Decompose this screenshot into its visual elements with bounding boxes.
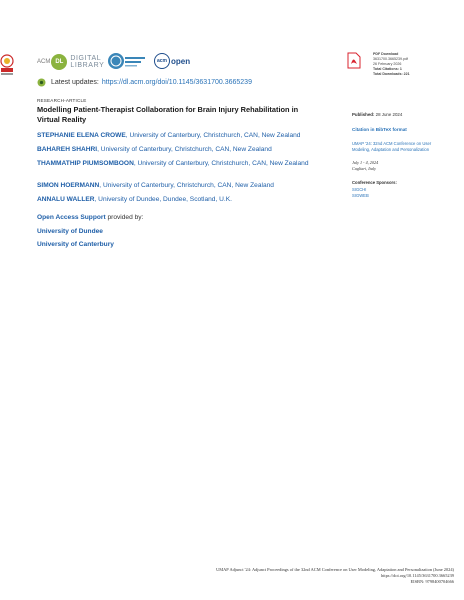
conference-sponsors-label: Conference Sponsors: [352, 180, 397, 185]
dl-badge-icon: DL [51, 54, 67, 70]
acm-digital-library-logo[interactable] [37, 52, 104, 72]
eisbn: EISBN: 9798400704666 [410, 579, 454, 585]
conference-location: Cagliari, Italy [352, 165, 376, 171]
sponsor-link[interactable]: SIGWEB [352, 193, 369, 198]
side-badge-icon [0, 53, 18, 81]
doi-link[interactable]: https://dl.acm.org/doi/10.1145/3631700.3665239 [101, 79, 252, 86]
published-value: 28 June 2024 [374, 112, 403, 117]
dl-logo-text: DIGITAL LIBRARY [70, 55, 105, 69]
institution-link[interactable]: University of Dundee [37, 228, 103, 235]
author-affiliation: , University of Canterbury, Christchurch, CAN, New Zealand [99, 182, 274, 189]
published-date [352, 112, 402, 117]
acm-logo-text: ACM [37, 59, 51, 65]
latest-updates [37, 78, 252, 87]
author-name-link[interactable]: THAMMATHIP PIUMSOMBOON [37, 160, 134, 167]
pdf-download-info [373, 52, 463, 77]
author-affiliation: , University of Canterbury, Christchurch, CAN, New Zealand [125, 132, 301, 139]
latest-updates-label: Latest updates: [51, 79, 99, 86]
sponsor-badge-logo[interactable] [106, 51, 148, 71]
author-affiliation: , University of Canterbury, Christchurch, CAN, New Zealand [133, 160, 309, 167]
proceedings-footer [124, 567, 454, 586]
author-entry [37, 131, 337, 141]
author-entry [37, 181, 337, 191]
updates-icon [37, 78, 46, 87]
open-access-support-link[interactable]: Open Access Support [37, 214, 106, 221]
acm-open-text: open [171, 56, 191, 66]
footer-doi-link[interactable]: https://doi.org/10.1145/3631700.3665239 [380, 573, 454, 579]
article-type: RESEARCH-ARTICLE [37, 98, 87, 103]
pdf-download-icon[interactable] [347, 52, 361, 69]
acm-open-badge-icon: acm [154, 53, 170, 69]
pdf-date: 26 February 2026 [373, 62, 402, 66]
institution-link[interactable]: University of Canterbury [37, 241, 114, 248]
author-affiliation: , University of Canterbury, Christchurch, CAN, New Zealand [97, 146, 272, 153]
author-name-link[interactable]: SIMON HOERMANN [37, 182, 100, 189]
open-access-line [37, 214, 143, 221]
author-name-link[interactable]: BAHAREH SHAHRI [37, 146, 98, 153]
conference-name-link[interactable]: UMAP '24: 32nd ACM Conference on User Modeling, Adaptation and Personalization [352, 141, 432, 152]
author-entry [37, 145, 337, 155]
proceedings-title: UMAP Adjunct '24: Adjunct Proceedings of the 32nd ACM Conference on User Modeling, Adaptation and Personalization (June 2024) [216, 567, 454, 572]
author-entry [37, 159, 322, 169]
total-downloads: Total Downloads: 221 [373, 72, 410, 76]
author-entry [37, 195, 337, 205]
acm-open-logo[interactable] [154, 52, 190, 70]
bibtex-citation-link[interactable]: Citation in BibTeX format [352, 127, 407, 132]
pdf-filename: 3631700.3665239.pdf [373, 57, 408, 61]
conference-date-location [352, 160, 378, 171]
sponsor-link[interactable]: SIGCHI [352, 187, 367, 192]
article-title: Modelling Patient-Therapist Collaboration for Brain Injury Rehabilitation in Virtual Reality [37, 105, 299, 124]
author-affiliation: , University of Dundee, Dundee, Scotland, U.K. [94, 196, 232, 203]
published-label: Published: [352, 112, 375, 117]
author-name-link[interactable]: STEPHANIE ELENA CROWE [37, 132, 126, 139]
open-access-suffix: provided by: [105, 214, 144, 221]
author-name-link[interactable]: ANNALU WALLER [37, 196, 95, 203]
total-citations: Total Citations: 1 [373, 67, 402, 71]
pdf-download-label[interactable]: PDF Download [373, 52, 399, 56]
conference-dates: July 1 - 4, 2024 [352, 160, 379, 165]
